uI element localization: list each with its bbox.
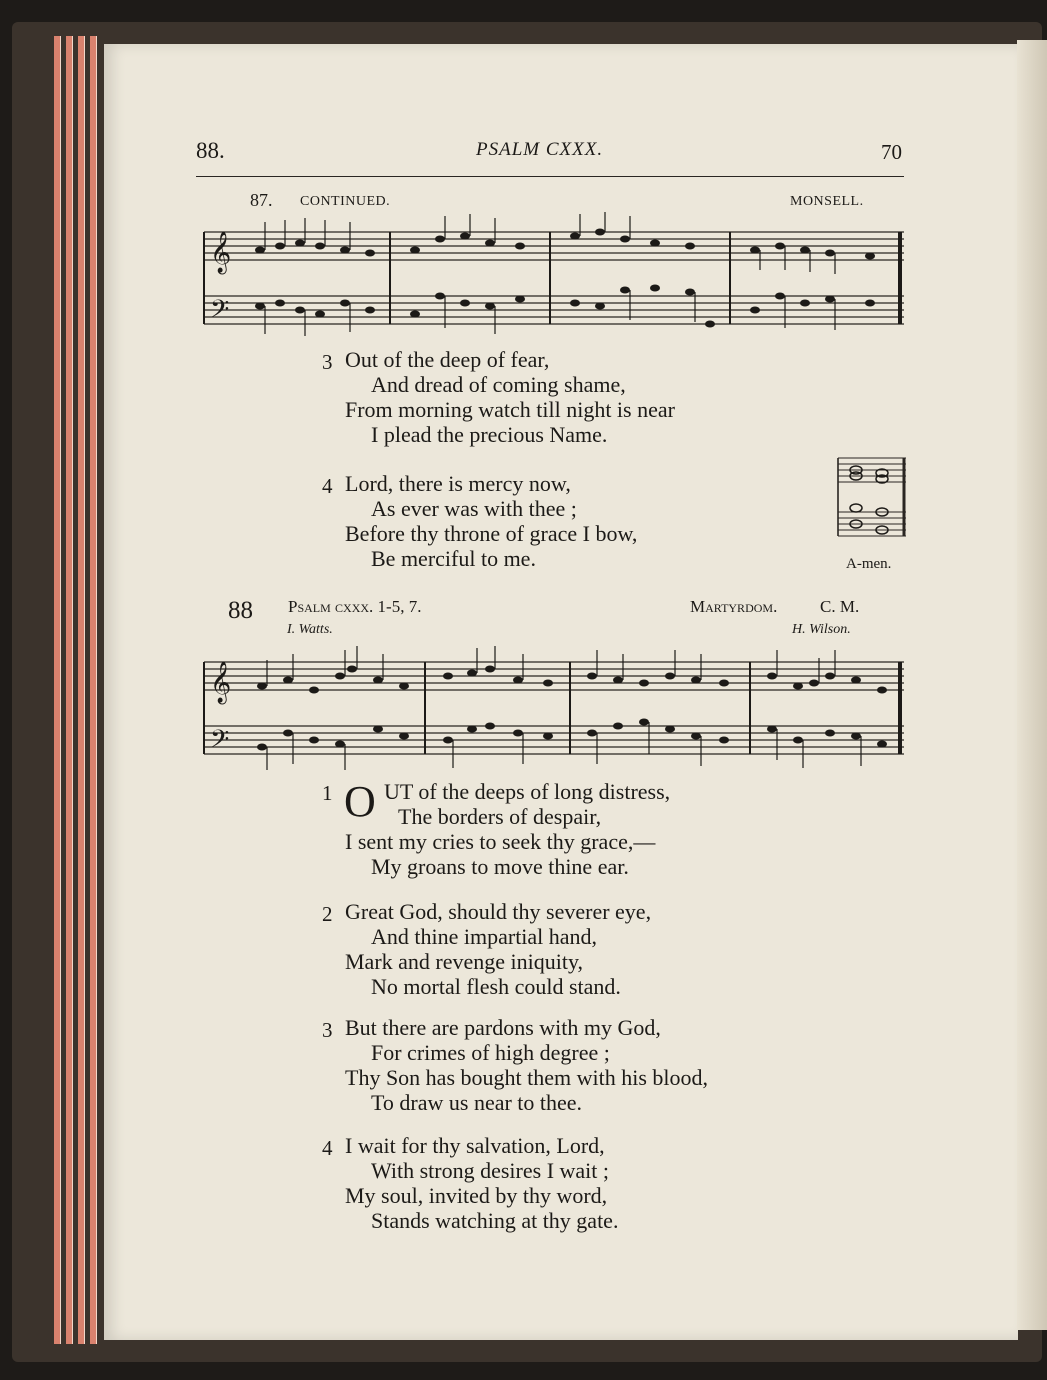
header-title: PSALM CXXX. xyxy=(476,139,604,160)
hymn88-author: I. Watts. xyxy=(287,622,333,637)
hymn88-number: 88 xyxy=(228,597,253,624)
verse-line: My groans to move thine ear. xyxy=(371,854,629,879)
page-edge xyxy=(90,36,97,1344)
verse-line: And dread of coming shame, xyxy=(371,372,626,397)
page-edge xyxy=(66,36,73,1344)
verse-line: Before thy throne of grace I bow, xyxy=(345,521,638,546)
verse-line: As ever was with thee ; xyxy=(371,496,577,521)
right-page-edge xyxy=(1017,40,1047,1330)
hymn88-composer: H. Wilson. xyxy=(792,622,851,637)
verse-line: But there are pardons with my God, xyxy=(345,1015,661,1040)
treble-staff xyxy=(204,232,904,260)
verse-line: I wait for thy salvation, Lord, xyxy=(345,1133,605,1158)
amen-music-score xyxy=(836,452,908,552)
verse-line: UT of the deeps of long distress, xyxy=(384,779,671,804)
verse-line: Great God, should thy severer eye, xyxy=(345,899,652,924)
verse-line: Be merciful to me. xyxy=(371,546,536,571)
verse-number: 4 xyxy=(322,1136,333,1160)
verse-line: And thine impartial hand, xyxy=(371,924,598,949)
hymn88-source: Psalm cxxx. 1-5, 7. xyxy=(288,597,422,616)
drop-cap: O xyxy=(344,777,376,826)
page-edge xyxy=(54,36,61,1344)
verse-line: Out of the deep of fear, xyxy=(345,347,550,372)
treble-clef-icon: 𝄞 xyxy=(210,662,232,702)
verse-line: Mark and revenge iniquity, xyxy=(345,949,584,974)
verse-line: Thy Son has bought them with his blood, xyxy=(345,1065,708,1090)
verse-line: Stands watching at thy gate. xyxy=(371,1208,619,1233)
verse-line: I sent my cries to seek thy grace,— xyxy=(345,829,656,854)
verse-line: For crimes of high degree ; xyxy=(371,1040,610,1065)
treble-clef-icon: 𝄞 xyxy=(210,232,232,272)
hymn87-status: CONTINUED. xyxy=(300,194,391,209)
page-edge xyxy=(78,36,85,1344)
hymn88-tune: Martyrdom. xyxy=(690,597,778,616)
bass-clef-icon: 𝄢 xyxy=(210,296,230,329)
verse-number: 2 xyxy=(322,902,333,926)
verse-number: 1 xyxy=(322,781,333,805)
verse-number: 3 xyxy=(322,1018,333,1042)
verse-line: From morning watch till night is near xyxy=(345,397,675,422)
verse-line: With strong desires I wait ; xyxy=(371,1158,610,1183)
hymn87-music-score xyxy=(200,210,908,350)
verse-line: My soul, invited by thy word, xyxy=(345,1183,608,1208)
hymn87-tune: MONSELL. xyxy=(790,194,864,209)
header-hymn-number: 88. xyxy=(196,138,225,163)
note-heads xyxy=(255,229,875,328)
bass-staff xyxy=(204,296,904,324)
verse-line: No mortal flesh could stand. xyxy=(371,974,621,999)
verse-number: 3 xyxy=(322,350,333,374)
hymn88-meter: C. M. xyxy=(820,597,860,616)
amen-label: A-men. xyxy=(846,556,892,572)
bass-clef-icon: 𝄢 xyxy=(210,726,230,759)
hymn88-music-score xyxy=(200,640,908,780)
verse-number: 4 xyxy=(322,474,333,498)
header-rule xyxy=(196,176,904,177)
verse-line: I plead the precious Name. xyxy=(371,422,608,447)
hymn87-number: 87. xyxy=(250,190,273,210)
verse-line: To draw us near to thee. xyxy=(371,1090,583,1115)
verse-line: Lord, there is mercy now, xyxy=(345,471,571,496)
verse-line: The borders of despair, xyxy=(398,804,602,829)
page-number: 70 xyxy=(881,140,902,164)
